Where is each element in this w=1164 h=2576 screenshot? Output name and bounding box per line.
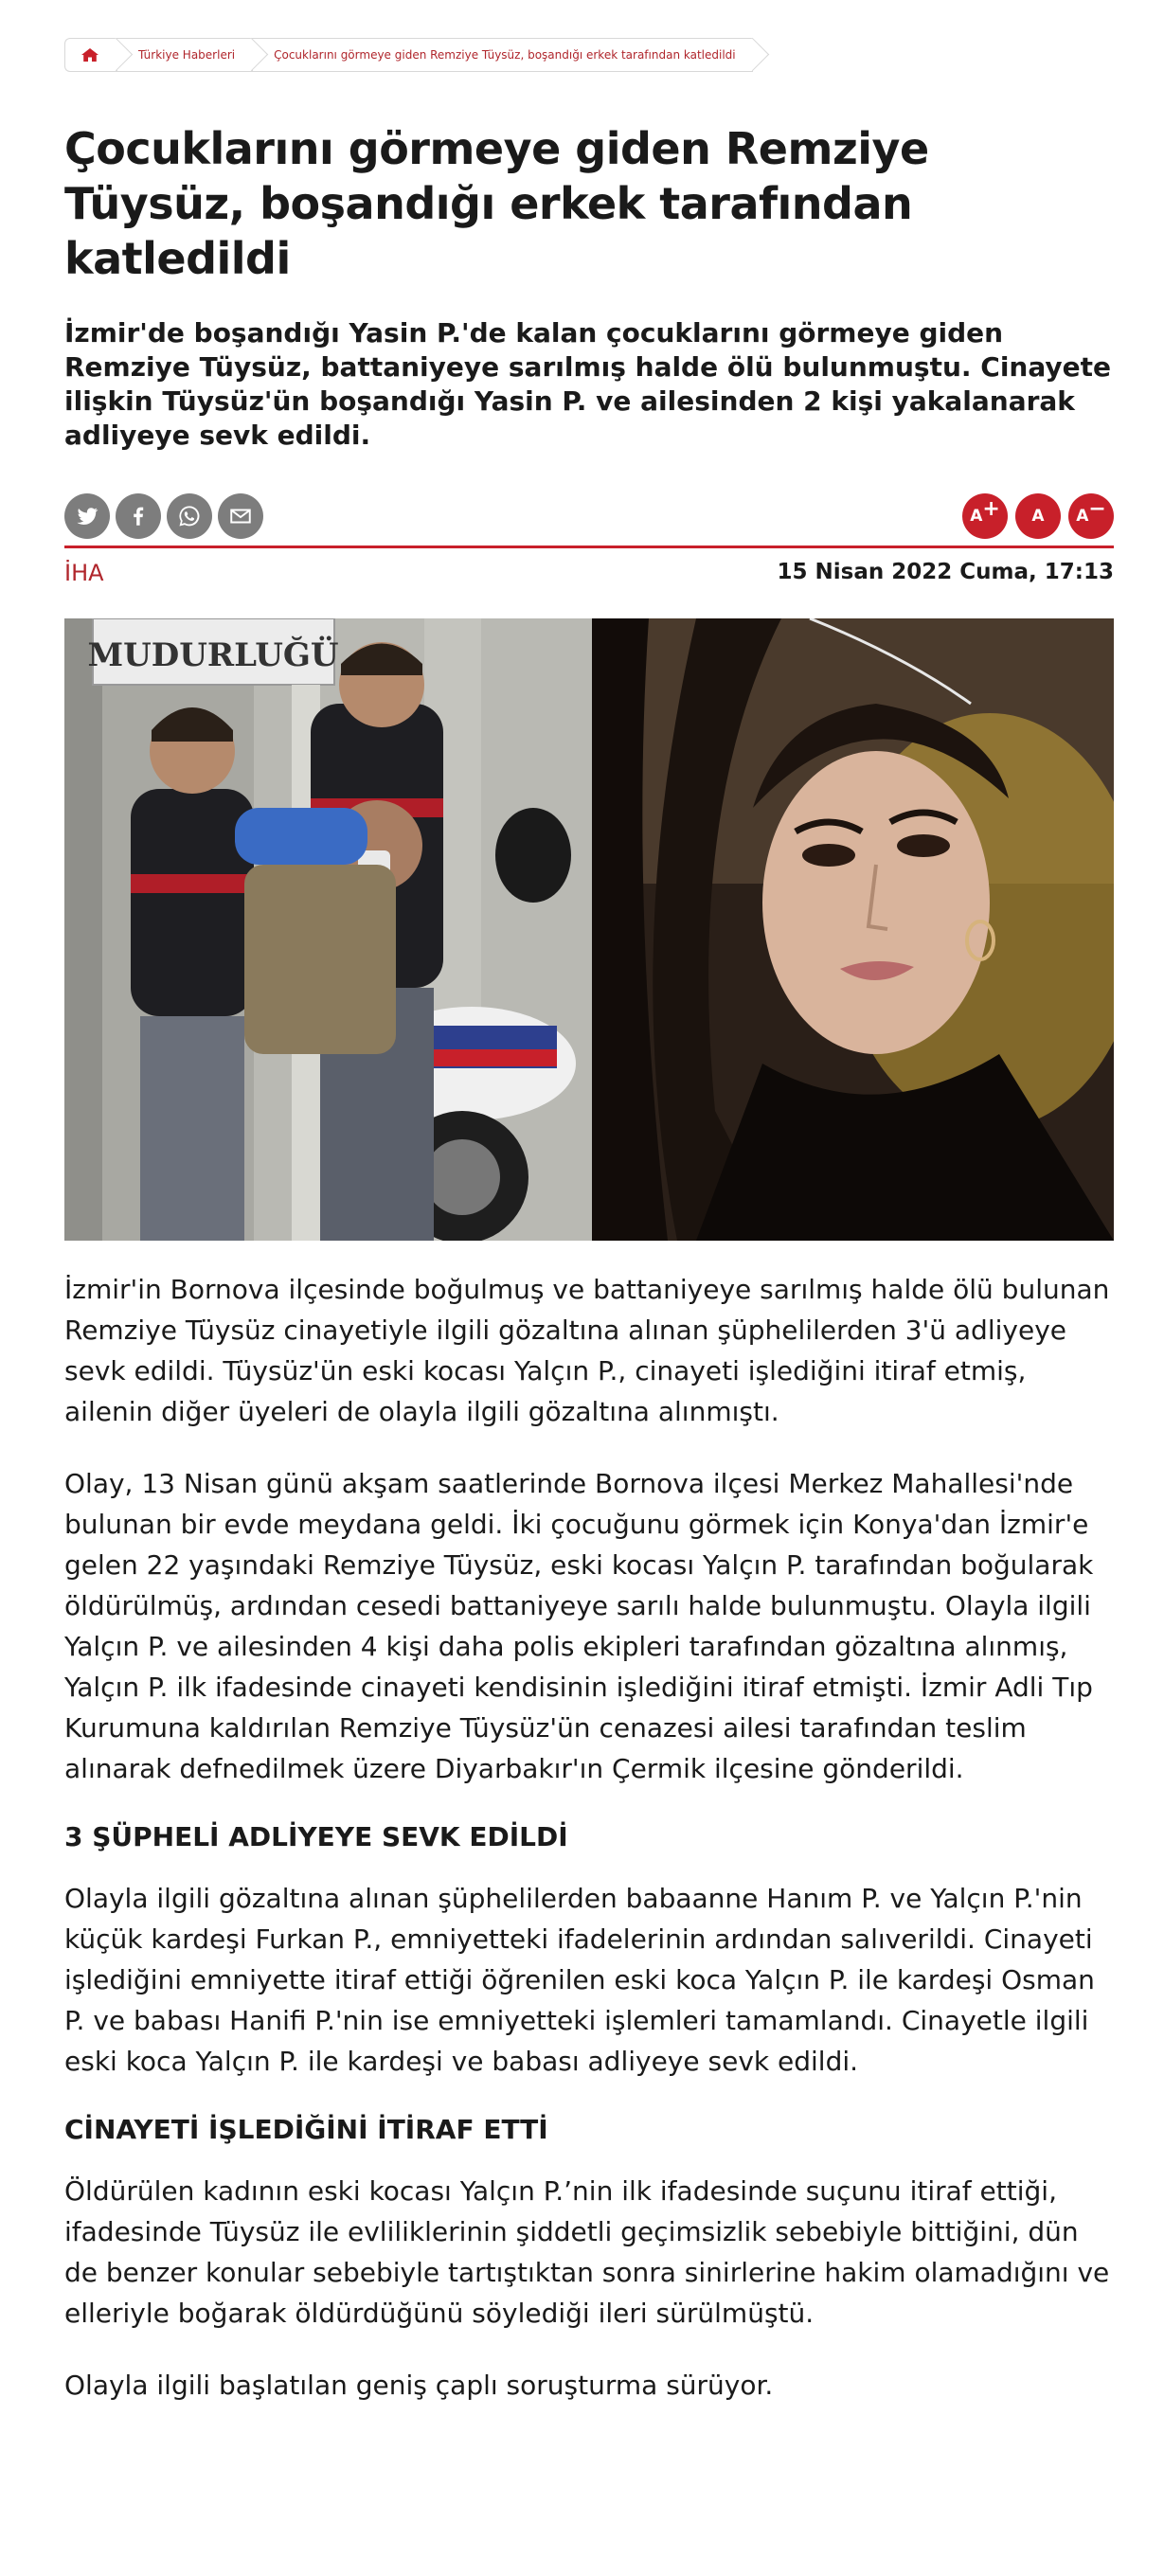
twitter-icon <box>75 504 99 528</box>
font-increase-button[interactable] <box>962 493 1008 539</box>
article-source: İHA <box>64 560 104 586</box>
plus-icon: + <box>982 497 1000 521</box>
minus-icon: − <box>1088 497 1106 521</box>
mail-icon <box>228 504 253 528</box>
font-decrease-letter: A <box>1076 507 1089 526</box>
article-subheading: CİNAYETİ İŞLEDİĞİNİ İTİRAF ETTİ <box>64 2114 548 2145</box>
building-sign-text: MUDURLUĞÜ <box>87 636 339 674</box>
mail-share-button[interactable] <box>218 493 263 539</box>
whatsapp-share-button[interactable] <box>167 493 212 539</box>
article-paragraph: İzmir'in Bornova ilçesinde boğulmuş ve battaniyeye sarılmış halde ölü bulunan Remziye Tüysüz cinayetiyle ilgili gözaltına alınan şüphelilerden 3'ü adliyeye sevk edildi. Tüysüz'ün eski kocası Yalçın P., cinayeti işlediğini itiraf etmiş, ailenin diğer üyeleri de olayla ilgili gözaltına alınmıştı. <box>64 1274 1110 1427</box>
article-paragraph: Olayla ilgili gözaltına alınan şüphelilerden babaanne Hanım P. ve Yalçın P.'nin küçük kardeşi Furkan P., emniyetteki ifadelerinin ardından salıverildi. Cinayeti işlediğini emniyette itiraf ettiği öğrenilen eski koca Yalçın P. ile kardeşi Osman P. ve babası Hanifi P.'nin ise emniyetteki işlemleri tamamlandı. Cinayetle ilgili eski koca Yalçın P. ile kardeşi ve babası adliyeye sevk edildi. <box>64 1883 1095 2077</box>
article-date: 15 Nisan 2022 Cuma, 17:13 <box>777 560 1114 584</box>
victim-portrait-photo <box>592 618 1114 1241</box>
victim-portrait-illustration <box>592 618 1114 1241</box>
article-hero-image <box>64 618 1114 1241</box>
font-reset-button[interactable] <box>1015 493 1061 539</box>
article-container <box>64 38 1114 2437</box>
article-toolbar <box>64 492 1114 540</box>
red-divider <box>64 546 1114 548</box>
font-reset-letter: A <box>1031 507 1045 526</box>
breadcrumb-category[interactable]: Türkiye Haberleri <box>116 38 252 72</box>
font-size-controls <box>962 493 1114 539</box>
article-paragraph: Öldürülen kadının eski kocası Yalçın P.’nin ilk ifadesinde suçunu itiraf ettiği, ifadesinde Tüysüz ile evliliklerinin şiddetli geçimsizlik sebebiyle bittiğini, dün de benzer konular sebebiyle tartıştıktan sonra sinirlerine hakim olamadığını ve elleriyle boğarak öldürdüğünü söylediği ileri sürülmüştü. <box>64 2175 1110 2329</box>
breadcrumb <box>64 38 1114 72</box>
home-icon <box>81 47 99 63</box>
suspect-arrest-photo <box>64 618 592 1241</box>
article-body <box>64 1269 1114 2406</box>
facebook-share-button[interactable] <box>116 493 161 539</box>
arrest-scene-illustration <box>64 618 592 1241</box>
font-decrease-button[interactable] <box>1068 493 1114 539</box>
article-title: Çocuklarını görmeye giden Remziye Tüysüz, boşandığı erkek tarafından katledildi <box>64 123 929 284</box>
share-buttons <box>64 493 263 539</box>
article-paragraph: Olay, 13 Nisan günü akşam saatlerinde Bornova ilçesi Merkez Mahallesi'nde bulunan bir evde meydana geldi. İki çocuğunu görmek için Konya'dan İzmir'e gelen 22 yaşındaki Remziye Tüysüz, eski kocası Yalçın P. tarafından boğularak öldürülmüş, ardından cesedi battaniyeye sarılı halde bulunmuştu. Olayla ilgili Yalçın P. ve ailesinden 4 kişi daha polis ekipleri tarafından gözaltına alınmış, Yalçın P. ilk ifadesinde cinayeti kendisinin işlediğini itiraf etmişti. İzmir Adli Tıp Kurumuna kaldırılan Remziye Tüysüz'ün cenazesi ailesi tarafından teslim alınarak defnedilmek üzere Diyarbakır'ın Çermik ilçesine gönderildi. <box>64 1468 1094 1784</box>
twitter-share-button[interactable] <box>64 493 110 539</box>
facebook-icon <box>126 504 151 528</box>
font-increase-letter: A <box>970 507 983 526</box>
breadcrumb-home[interactable] <box>64 38 116 72</box>
article-subheading: 3 ŞÜPHELİ ADLİYEYE SEVK EDİLDİ <box>64 1821 568 1852</box>
article-spot: İzmir'de boşandığı Yasin P.'de kalan çocuklarını görmeye giden Remziye Tüysüz, battaniyeye sarılmış halde ölü bulunmuştu. Cinayete ilişkin Tüysüz'ün boşandığı Yasin P. ve ailesinden 2 kişi yakalanarak adliyeye sevk edildi. <box>64 317 1112 451</box>
whatsapp-icon <box>177 504 202 528</box>
article-paragraph: Olayla ilgili başlatılan geniş çaplı soruşturma sürüyor. <box>64 2370 774 2401</box>
article-meta <box>64 560 1114 586</box>
breadcrumb-current[interactable]: Çocuklarını görmeye giden Remziye Tüysüz, boşandığı erkek tarafından katledildi <box>252 38 753 72</box>
